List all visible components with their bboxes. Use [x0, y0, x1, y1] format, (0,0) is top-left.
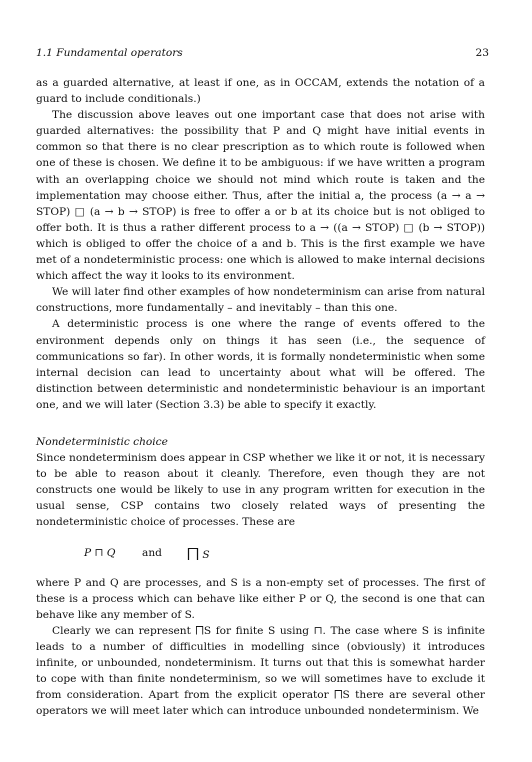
- set-variable: S: [202, 548, 210, 561]
- section-gap: [36, 413, 485, 434]
- paragraph: as a guarded alternative, at least if one, as in OCCAM, extends the notation of a guard to include conditionals.): [36, 77, 485, 106]
- paragraph: The discussion above leaves out one important case that does not arise with guarded alternatives: the possibility that P and Q might have initial events in common so that there is no clear prescription as to which route is followed when one of these is chosen. We define it to be ambiguous: if we have written a program with an overlapping choice we should not mind which route is taken and the implementation may choose either. Thus, after the initial a, the process (a → a → STOP) □ (a → b → STOP) is free to offer a or b at its choice but is not obliged to offer both. It is thus a rather different process to a → ((a → STOP) □ (b → STOP)) which is obliged to offer the choice of a and b. This is the first example we have met of a nondeterministic process: one which is allowed to make internal decisions which affect the way it looks to its environment.: [36, 109, 485, 283]
- paragraph: where P and Q are processes, and S is a non-empty set of processes. The first of these is a process which can behave like either P or Q, the second is one that can behave like any member of S.: [36, 576, 485, 621]
- paragraph: Since nondeterminism does appear in CSP whether we like it or not, it is necessary to be able to reason about it cleanly. Therefore, even though they are not constructs one would be likely to use in any program written for execution in the usual sense, CSP contains two closely related ways of presenting the nondeterministic choice of processes. These are: [36, 452, 485, 529]
- subsection-heading: Nondeterministic choice: [36, 435, 168, 448]
- formula-connective: and: [142, 546, 162, 559]
- formula-internal-choice: P ⊓ Q: [84, 546, 116, 559]
- section-title: 1.1 Fundamental operators: [36, 47, 183, 59]
- paragraph: Clearly we can represent ⨅S for finite S using ⊓. The case where S is infinite leads to a number of difficulties in modelling since (obviously) it introduces infinite, or unbounded, nondeterminism. It turns out that this is somewhat harder to cope with than finite nondeterminism, so we will sometimes have to exclude it from consideration. Apart from the explicit operator ⨅S there are several other operators we will meet later which can introduce unbounded nondeterminism. We: [36, 624, 485, 718]
- page-body: [36, 75, 485, 719]
- page-number: 23: [475, 47, 489, 59]
- display-formula: [36, 531, 485, 575]
- paragraph: We will later find other examples of how nondeterminism can arise from natural constructions, more fundamentally – and inevitably – than this one.: [36, 286, 485, 315]
- running-header: [36, 45, 489, 61]
- replicated-choice-symbol: ⨅: [187, 544, 200, 563]
- formula-replicated-choice: [187, 545, 210, 563]
- paragraph: A deterministic process is one where the range of events offered to the environment depends only on things it has seen (i.e., the sequence of communications so far). In other words, it is formally nondeterministic when some internal decision can lead to uncertainty about what will be offered. The distinction between deterministic and nondeterministic behaviour is an important one, and we will later (Section 3.3) be able to specify it exactly.: [36, 318, 485, 411]
